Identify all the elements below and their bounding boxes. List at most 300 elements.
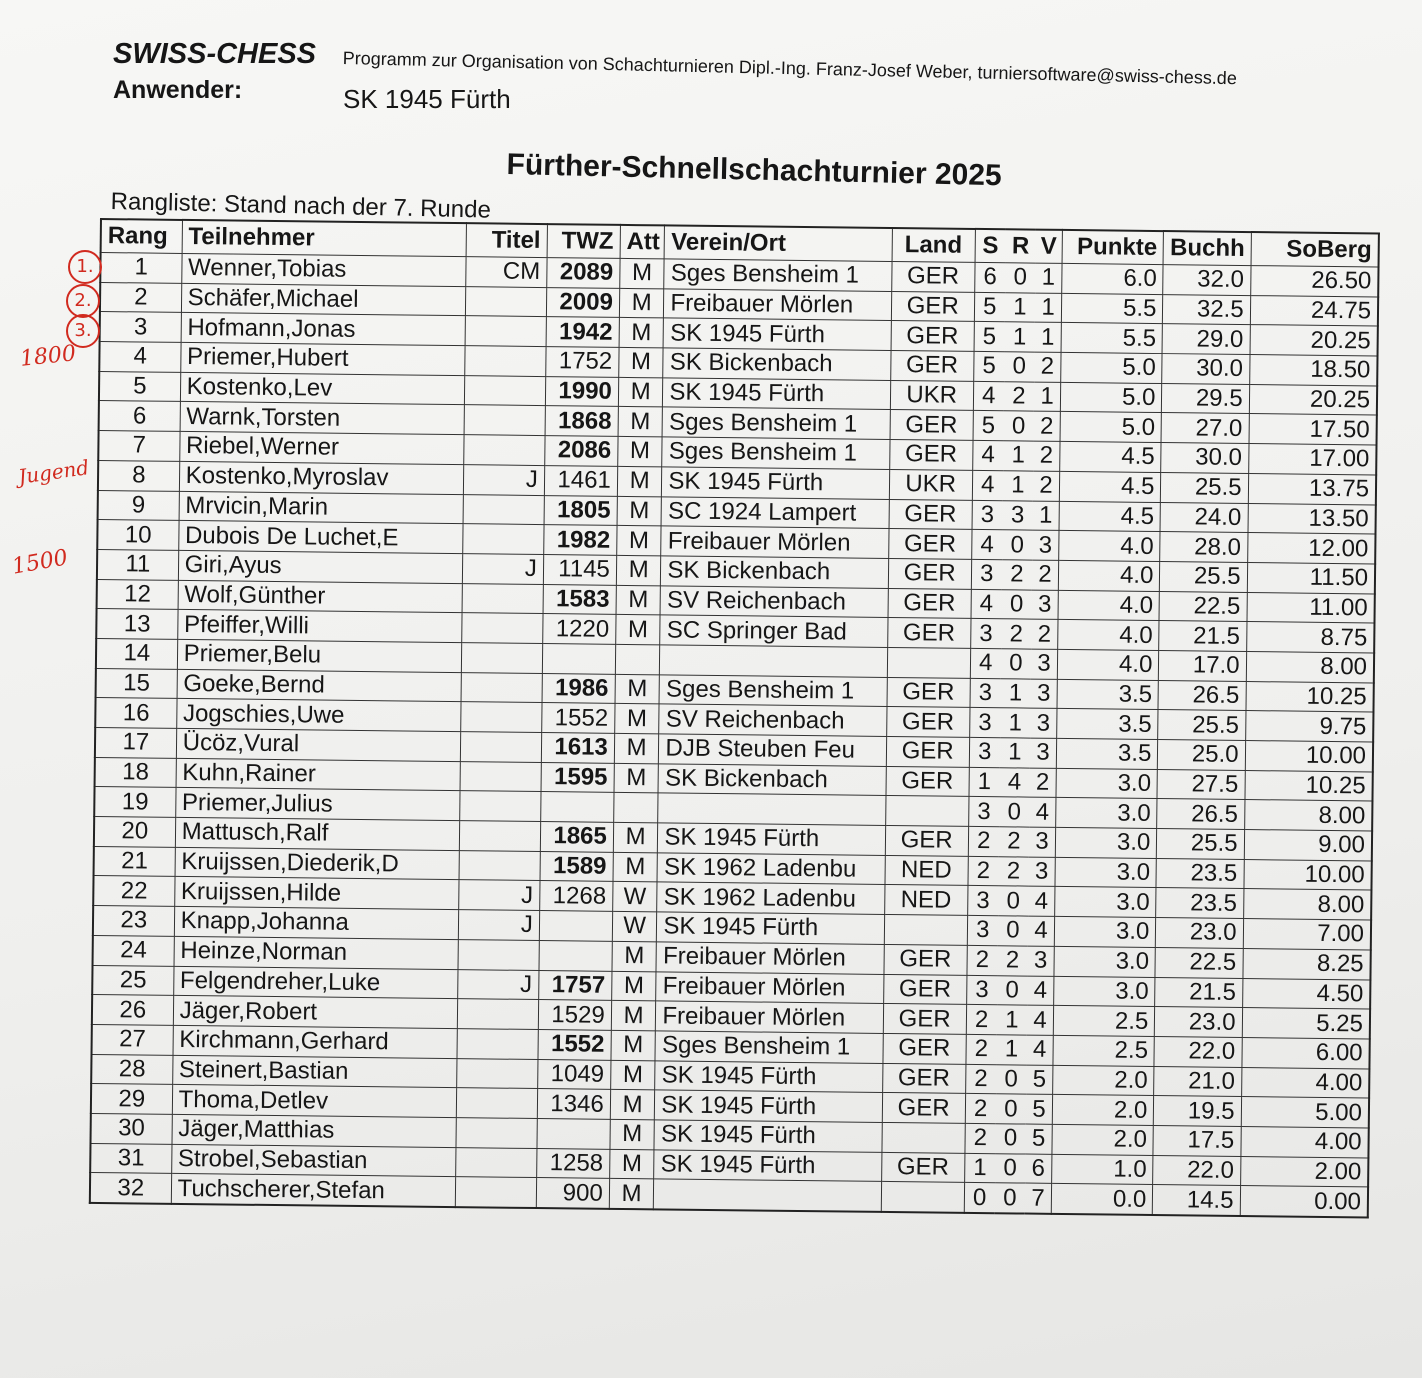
cell-teilnehmer: Goeke,Bernd bbox=[177, 669, 461, 702]
cell-buchh: 21.5 bbox=[1155, 977, 1243, 1008]
cell-land: GER bbox=[885, 826, 968, 857]
cell-titel bbox=[455, 1177, 536, 1208]
cell-verein: Freibauer Mörlen bbox=[656, 971, 884, 1003]
cell-buchh: 25.5 bbox=[1157, 829, 1245, 860]
cell-rang: 1 bbox=[100, 253, 181, 284]
cell-att: M bbox=[616, 555, 661, 585]
cell-v: 1 bbox=[1035, 263, 1062, 293]
cell-teilnehmer: Priemer,Hubert bbox=[180, 342, 464, 375]
cell-punkte: 2.0 bbox=[1053, 1065, 1155, 1096]
cell-buchh: 30.0 bbox=[1161, 443, 1249, 474]
cell-teilnehmer: Jäger,Robert bbox=[173, 996, 457, 1029]
cell-s: 5 bbox=[973, 351, 1004, 381]
cell-buchh: 25.5 bbox=[1160, 561, 1248, 592]
cell-teilnehmer: Pfeiffer,Willi bbox=[177, 610, 461, 643]
cell-r: 1 bbox=[996, 1005, 1027, 1035]
cell-verein: Freibauer Mörlen bbox=[664, 289, 892, 321]
cell-att: M bbox=[618, 377, 663, 407]
cell-r: 4 bbox=[999, 767, 1030, 797]
cell-s: 2 bbox=[967, 945, 998, 975]
cell-titel bbox=[465, 286, 546, 317]
cell-v: 3 bbox=[1031, 679, 1058, 709]
cell-twz: 1461 bbox=[544, 465, 617, 496]
cell-land: GER bbox=[889, 499, 972, 530]
cell-r: 3 bbox=[1002, 500, 1033, 530]
cell-twz: 1552 bbox=[541, 703, 614, 734]
cell-buchh: 23.5 bbox=[1156, 888, 1244, 919]
cell-soberg: 10.00 bbox=[1245, 741, 1373, 772]
cell-soberg: 8.00 bbox=[1244, 800, 1372, 831]
cell-verein: SK Bickenbach bbox=[658, 764, 886, 796]
cell-teilnehmer: Wolf,Günther bbox=[178, 580, 462, 613]
handwritten-note-jugend: Jugend bbox=[16, 455, 91, 489]
cell-rang: 19 bbox=[94, 787, 175, 818]
cell-soberg: 9.75 bbox=[1245, 711, 1373, 742]
cell-soberg: 5.25 bbox=[1242, 1008, 1370, 1039]
cell-titel: J bbox=[458, 910, 539, 941]
cell-soberg: 8.00 bbox=[1243, 889, 1371, 920]
cell-rang: 30 bbox=[91, 1113, 172, 1144]
cell-twz: 1220 bbox=[542, 614, 615, 645]
cell-teilnehmer: Hofmann,Jonas bbox=[181, 313, 465, 346]
cell-s: 2 bbox=[965, 1123, 996, 1153]
cell-titel bbox=[463, 435, 544, 466]
cell-v: 5 bbox=[1026, 1124, 1053, 1154]
page-title: Fürther-Schnellschachturnier 2025 bbox=[506, 148, 1003, 193]
cell-rang: 15 bbox=[96, 668, 177, 699]
cell-punkte: 5.5 bbox=[1061, 323, 1163, 354]
cell-verein: SK 1945 Fürth bbox=[657, 912, 885, 944]
cell-v: 4 bbox=[1027, 1005, 1054, 1035]
cell-s: 3 bbox=[966, 975, 997, 1005]
cell-att: M bbox=[619, 318, 664, 348]
cell-r: 1 bbox=[1000, 738, 1031, 768]
cell-land: GER bbox=[883, 974, 966, 1005]
cell-punkte: 1.0 bbox=[1052, 1154, 1154, 1185]
cell-buchh: 17.5 bbox=[1153, 1125, 1241, 1156]
cell-twz: 1942 bbox=[546, 317, 619, 348]
cell-punkte: 5.5 bbox=[1061, 293, 1163, 324]
cell-s: 2 bbox=[968, 856, 999, 886]
cell-s: 3 bbox=[969, 737, 1000, 767]
cell-soberg: 17.50 bbox=[1249, 414, 1377, 445]
cell-teilnehmer: Kruijssen,Hilde bbox=[174, 877, 458, 910]
cell-verein: Freibauer Mörlen bbox=[661, 526, 889, 558]
cell-att: M bbox=[619, 347, 664, 377]
cell-v: 3 bbox=[1031, 649, 1058, 679]
circled-rank-2: 2. bbox=[66, 284, 100, 318]
cell-twz: 1145 bbox=[543, 554, 616, 585]
cell-s: 3 bbox=[971, 559, 1002, 589]
cell-v: 3 bbox=[1030, 738, 1057, 768]
cell-buchh: 22.5 bbox=[1159, 591, 1247, 622]
cell-verein: Sges Bensheim 1 bbox=[662, 437, 890, 469]
cell-teilnehmer: Wenner,Tobias bbox=[181, 253, 465, 286]
cell-land bbox=[881, 1182, 964, 1213]
cell-land: GER bbox=[891, 261, 974, 292]
cell-r: 2 bbox=[1001, 619, 1032, 649]
cell-titel bbox=[458, 939, 539, 970]
cell-v: 3 bbox=[1029, 857, 1056, 887]
cell-twz: 1865 bbox=[540, 822, 613, 853]
cell-att: W bbox=[612, 882, 657, 912]
cell-punkte: 4.5 bbox=[1059, 501, 1161, 532]
cell-verein: Sges Bensheim 1 bbox=[655, 1031, 883, 1063]
cell-twz: 1982 bbox=[543, 525, 616, 556]
cell-titel: CM bbox=[465, 257, 546, 288]
cell-buchh: 14.5 bbox=[1153, 1185, 1241, 1216]
cell-att: M bbox=[617, 526, 662, 556]
cell-buchh: 26.5 bbox=[1157, 799, 1245, 830]
cell-verein bbox=[654, 1179, 882, 1212]
cell-soberg: 5.00 bbox=[1241, 1097, 1369, 1128]
cell-land bbox=[882, 1122, 965, 1153]
cell-att: M bbox=[610, 1090, 655, 1120]
cell-att: M bbox=[611, 971, 656, 1001]
col-header-v: V bbox=[1036, 230, 1063, 264]
cell-land: GER bbox=[883, 1004, 966, 1035]
cell-land: GER bbox=[887, 618, 970, 649]
cell-buchh: 29.0 bbox=[1162, 324, 1250, 355]
cell-titel bbox=[456, 1118, 537, 1149]
cell-att: W bbox=[612, 911, 657, 941]
cell-rang: 9 bbox=[98, 490, 179, 521]
cell-punkte: 5.0 bbox=[1061, 352, 1163, 383]
cell-buchh: 25.0 bbox=[1158, 740, 1246, 771]
cell-twz: 1552 bbox=[538, 1029, 611, 1060]
cell-twz: 1613 bbox=[541, 733, 614, 764]
cell-soberg: 18.50 bbox=[1249, 355, 1377, 386]
cell-r: 2 bbox=[1004, 382, 1035, 412]
cell-twz: 1583 bbox=[543, 584, 616, 615]
cell-rang: 6 bbox=[99, 401, 180, 432]
cell-punkte: 3.0 bbox=[1056, 768, 1158, 799]
cell-soberg: 12.00 bbox=[1247, 533, 1375, 564]
cell-titel bbox=[462, 524, 543, 555]
cell-buchh: 25.5 bbox=[1158, 710, 1246, 741]
cell-s: 2 bbox=[965, 1094, 996, 1124]
cell-rang: 17 bbox=[95, 727, 176, 758]
cell-v: 4 bbox=[1028, 887, 1055, 917]
cell-v: 4 bbox=[1029, 797, 1056, 827]
col-header-att: Att bbox=[620, 225, 665, 259]
cell-buchh: 22.0 bbox=[1153, 1155, 1241, 1186]
cell-titel bbox=[459, 821, 540, 852]
cell-buchh: 26.5 bbox=[1158, 680, 1246, 711]
col-header-punkte: Punkte bbox=[1062, 230, 1164, 265]
cell-punkte: 4.5 bbox=[1060, 442, 1162, 473]
cell-land: GER bbox=[890, 410, 973, 441]
cell-soberg: 0.00 bbox=[1240, 1186, 1368, 1218]
cell-verein: Sges Bensheim 1 bbox=[662, 407, 890, 439]
cell-teilnehmer: Knapp,Johanna bbox=[174, 907, 458, 940]
cell-rang: 7 bbox=[98, 431, 179, 462]
cell-punkte: 4.5 bbox=[1059, 471, 1161, 502]
cell-buchh: 32.5 bbox=[1163, 294, 1251, 325]
cell-punkte: 6.0 bbox=[1062, 263, 1164, 294]
cell-s: 3 bbox=[967, 886, 998, 916]
cell-rang: 14 bbox=[96, 638, 177, 669]
cell-verein: SK Bickenbach bbox=[663, 348, 891, 380]
cell-v: 4 bbox=[1027, 976, 1054, 1006]
cell-rang: 11 bbox=[97, 549, 178, 580]
cell-twz: 1595 bbox=[541, 762, 614, 793]
cell-soberg: 11.00 bbox=[1247, 592, 1375, 623]
cell-r: 2 bbox=[999, 827, 1030, 857]
cell-punkte: 2.0 bbox=[1052, 1124, 1154, 1155]
cell-soberg: 20.25 bbox=[1250, 325, 1378, 356]
col-header-r: R bbox=[1005, 229, 1036, 263]
cell-titel bbox=[462, 583, 543, 614]
cell-r: 0 bbox=[1001, 589, 1032, 619]
cell-titel bbox=[457, 999, 538, 1030]
cell-land: GER bbox=[883, 1033, 966, 1064]
cell-r: 1 bbox=[1003, 471, 1034, 501]
cell-rang: 25 bbox=[92, 965, 173, 996]
cell-teilnehmer: Tuchscherer,Stefan bbox=[171, 1174, 455, 1207]
cell-s: 5 bbox=[973, 411, 1004, 441]
cell-v: 2 bbox=[1030, 768, 1057, 798]
cell-twz: 2089 bbox=[547, 258, 620, 289]
cell-twz: 1986 bbox=[542, 673, 615, 704]
cell-s: 4 bbox=[973, 381, 1004, 411]
cell-att: M bbox=[609, 1149, 654, 1179]
cell-soberg: 10.25 bbox=[1245, 770, 1373, 801]
cell-v: 1 bbox=[1035, 293, 1062, 323]
cell-twz: 1990 bbox=[545, 376, 618, 407]
app-name: SWISS-CHESS bbox=[113, 38, 317, 70]
cell-s: 5 bbox=[974, 292, 1005, 322]
cell-v: 3 bbox=[1029, 827, 1056, 857]
cell-soberg: 8.75 bbox=[1246, 622, 1374, 653]
cell-rang: 3 bbox=[100, 312, 181, 343]
cell-r: 0 bbox=[995, 1094, 1026, 1124]
cell-buchh: 29.5 bbox=[1162, 383, 1250, 414]
cell-soberg: 10.00 bbox=[1244, 859, 1372, 890]
cell-twz: 1049 bbox=[537, 1059, 610, 1090]
cell-v: 1 bbox=[1035, 322, 1062, 352]
cell-buchh: 27.5 bbox=[1157, 769, 1245, 800]
cell-teilnehmer: Warnk,Torsten bbox=[180, 402, 464, 435]
col-header-buchh: Buchh bbox=[1163, 231, 1251, 265]
cell-buchh: 21.0 bbox=[1154, 1066, 1242, 1097]
cell-titel: J bbox=[458, 880, 539, 911]
cell-soberg: 13.50 bbox=[1248, 503, 1376, 534]
cell-land bbox=[885, 796, 968, 827]
cell-verein: Sges Bensheim 1 bbox=[664, 259, 892, 291]
cell-r: 1 bbox=[1005, 292, 1036, 322]
cell-att: M bbox=[610, 1060, 655, 1090]
handwritten-note-1800: 1800 bbox=[18, 341, 78, 372]
cell-verein: SK Bickenbach bbox=[661, 556, 889, 588]
cell-r: 0 bbox=[999, 797, 1030, 827]
cell-r: 0 bbox=[996, 1064, 1027, 1094]
cell-r: 0 bbox=[1001, 649, 1032, 679]
cell-land: GER bbox=[886, 736, 969, 767]
cell-punkte: 4.0 bbox=[1059, 531, 1161, 562]
cell-s: 4 bbox=[972, 441, 1003, 471]
cell-titel bbox=[456, 1058, 537, 1089]
cell-verein: DJB Steuben Feu bbox=[659, 734, 887, 766]
cell-buchh: 22.0 bbox=[1154, 1036, 1242, 1067]
cell-verein: SK 1945 Fürth bbox=[655, 1060, 883, 1092]
cell-att: M bbox=[619, 288, 664, 318]
cell-s: 4 bbox=[970, 648, 1001, 678]
cell-land: UKR bbox=[889, 469, 972, 500]
cell-punkte: 3.0 bbox=[1055, 887, 1157, 918]
cell-r: 1 bbox=[996, 1035, 1027, 1065]
cell-teilnehmer: Kruijssen,Diederik,D bbox=[175, 847, 459, 880]
cell-punkte: 5.0 bbox=[1060, 412, 1162, 443]
cell-buchh: 23.5 bbox=[1156, 858, 1244, 889]
cell-verein: SK 1945 Fürth bbox=[658, 823, 886, 855]
circled-rank-1: 1. bbox=[68, 250, 102, 284]
cell-land: GER bbox=[886, 707, 969, 738]
col-header-twz: TWZ bbox=[547, 224, 620, 258]
cell-soberg: 17.00 bbox=[1248, 444, 1376, 475]
cell-s: 2 bbox=[965, 1064, 996, 1094]
page-subtitle: Rangliste: Stand nach der 7. Runde bbox=[110, 188, 492, 224]
cell-punkte: 3.0 bbox=[1054, 976, 1156, 1007]
cell-rang: 5 bbox=[99, 371, 180, 402]
cell-r: 1 bbox=[1003, 441, 1034, 471]
cell-att: M bbox=[615, 615, 660, 645]
cell-verein: SK 1945 Fürth bbox=[662, 467, 890, 499]
cell-v: 2 bbox=[1033, 471, 1060, 501]
cell-buchh: 25.5 bbox=[1161, 472, 1249, 503]
cell-teilnehmer: Kuhn,Rainer bbox=[176, 758, 460, 791]
cell-att: M bbox=[617, 496, 662, 526]
cell-buchh: 19.5 bbox=[1154, 1096, 1242, 1127]
cell-titel bbox=[459, 850, 540, 881]
cell-r: 1 bbox=[1000, 708, 1031, 738]
cell-rang: 31 bbox=[90, 1143, 171, 1174]
cell-verein: SC Springer Bad bbox=[660, 615, 888, 647]
cell-att: M bbox=[620, 258, 665, 288]
cell-att: M bbox=[612, 941, 657, 971]
cell-soberg: 2.00 bbox=[1240, 1156, 1368, 1187]
cell-punkte: 4.0 bbox=[1057, 649, 1159, 680]
cell-punkte: 4.0 bbox=[1058, 560, 1160, 591]
cell-s: 4 bbox=[971, 589, 1002, 619]
cell-twz bbox=[539, 911, 612, 942]
cell-v: 7 bbox=[1025, 1183, 1052, 1213]
cell-verein: SK 1945 Fürth bbox=[663, 318, 891, 350]
cell-verein: SK 1945 Fürth bbox=[654, 1120, 882, 1152]
cell-v: 5 bbox=[1026, 1094, 1053, 1124]
cell-teilnehmer: Mrvicin,Marin bbox=[179, 491, 463, 524]
cell-rang: 32 bbox=[90, 1173, 171, 1204]
cell-r: 2 bbox=[997, 946, 1028, 976]
cell-att: M bbox=[613, 822, 658, 852]
cell-teilnehmer: Giri,Ayus bbox=[178, 550, 462, 583]
cell-teilnehmer: Priemer,Julius bbox=[175, 788, 459, 821]
cell-r: 0 bbox=[997, 916, 1028, 946]
cell-rang: 22 bbox=[93, 876, 174, 907]
cell-land: GER bbox=[888, 558, 971, 589]
cell-verein bbox=[660, 645, 888, 677]
cell-twz: 1752 bbox=[546, 347, 619, 378]
cell-punkte: 4.0 bbox=[1058, 620, 1160, 651]
cell-r: 0 bbox=[1005, 263, 1036, 293]
cell-punkte: 2.5 bbox=[1053, 1035, 1155, 1066]
cell-punkte: 3.0 bbox=[1054, 916, 1156, 947]
cell-teilnehmer: Mattusch,Ralf bbox=[175, 817, 459, 850]
cell-titel bbox=[456, 1088, 537, 1119]
cell-titel bbox=[455, 1147, 536, 1178]
cell-verein: SV Reichenbach bbox=[660, 585, 888, 617]
cell-s: 3 bbox=[969, 708, 1000, 738]
cell-soberg: 13.75 bbox=[1248, 473, 1376, 504]
cell-buchh: 27.0 bbox=[1161, 413, 1249, 444]
cell-att: M bbox=[613, 852, 658, 882]
cell-s: 1 bbox=[969, 767, 1000, 797]
table-body bbox=[90, 253, 1379, 1218]
cell-titel bbox=[460, 761, 541, 792]
cell-verein: SK 1945 Fürth bbox=[663, 378, 891, 410]
cell-att bbox=[613, 793, 658, 823]
circled-rank-3: 3. bbox=[66, 314, 100, 348]
cell-v: 2 bbox=[1033, 441, 1060, 471]
cell-r: 0 bbox=[995, 1124, 1026, 1154]
cell-soberg: 10.25 bbox=[1246, 681, 1374, 712]
cell-teilnehmer: Thoma,Detlev bbox=[172, 1085, 456, 1118]
cell-land: GER bbox=[881, 1152, 964, 1183]
cell-punkte: 3.5 bbox=[1056, 738, 1158, 769]
cell-r: 0 bbox=[1004, 352, 1035, 382]
cell-teilnehmer: Strobel,Sebastian bbox=[171, 1144, 455, 1177]
cell-twz: 900 bbox=[536, 1178, 609, 1209]
cell-s: 3 bbox=[970, 619, 1001, 649]
cell-twz bbox=[542, 643, 615, 674]
cell-twz: 1589 bbox=[540, 851, 613, 882]
cell-s: 2 bbox=[968, 826, 999, 856]
cell-teilnehmer: Priemer,Belu bbox=[177, 639, 461, 672]
cell-buchh: 28.0 bbox=[1160, 532, 1248, 563]
cell-twz bbox=[537, 1118, 610, 1149]
cell-titel: J bbox=[463, 464, 544, 495]
cell-r: 0 bbox=[994, 1183, 1025, 1214]
cell-v: 2 bbox=[1034, 412, 1061, 442]
app-description: Programm zur Organisation von Schachturnieren Dipl.-Ing. Franz-Josef Weber, turniersoftware@swiss-chess.de bbox=[342, 48, 1238, 89]
cell-titel bbox=[464, 405, 545, 436]
cell-land: GER bbox=[884, 944, 967, 975]
cell-titel bbox=[464, 346, 545, 377]
cell-att: M bbox=[618, 437, 663, 467]
cell-r: 2 bbox=[998, 856, 1029, 886]
cell-buchh: 17.0 bbox=[1159, 650, 1247, 681]
cell-teilnehmer: Jogschies,Uwe bbox=[176, 699, 460, 732]
cell-teilnehmer: Felgendreher,Luke bbox=[173, 966, 457, 999]
cell-att: M bbox=[609, 1179, 654, 1210]
cell-buchh: 30.0 bbox=[1162, 354, 1250, 385]
cell-titel bbox=[461, 672, 542, 703]
cell-teilnehmer: Kostenko,Lev bbox=[180, 372, 464, 405]
cell-v: 3 bbox=[1030, 708, 1057, 738]
ranking-table-wrapper bbox=[89, 218, 1380, 1218]
cell-v: 6 bbox=[1025, 1154, 1052, 1184]
cell-titel bbox=[461, 613, 542, 644]
cell-rang: 29 bbox=[91, 1084, 172, 1115]
cell-verein: SK 1945 Fürth bbox=[655, 1090, 883, 1122]
cell-teilnehmer: Ücöz,Vural bbox=[176, 728, 460, 761]
cell-land: GER bbox=[882, 1093, 965, 1124]
cell-punkte: 0.0 bbox=[1051, 1184, 1153, 1215]
cell-teilnehmer: Heinze,Norman bbox=[174, 936, 458, 969]
cell-land: GER bbox=[891, 321, 974, 352]
cell-verein: Freibauer Mörlen bbox=[656, 1001, 884, 1033]
cell-buchh: 21.5 bbox=[1159, 621, 1247, 652]
